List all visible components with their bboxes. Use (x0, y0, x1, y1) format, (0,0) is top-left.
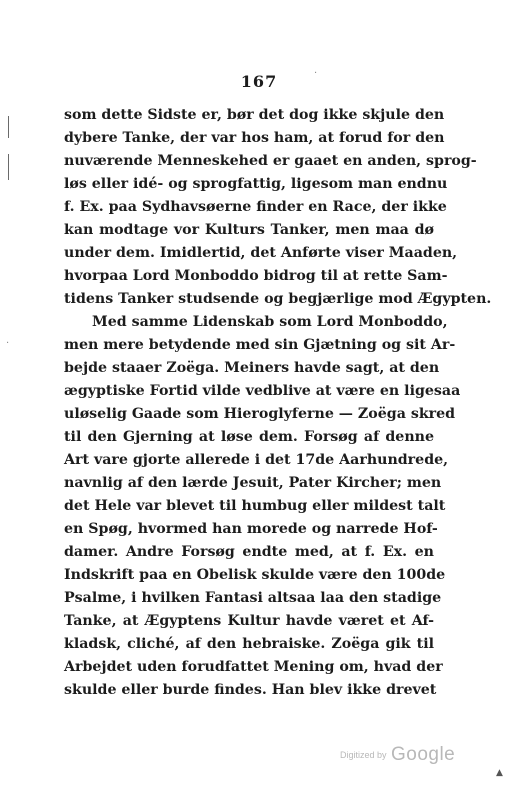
watermark-prefix: Digitized by (340, 750, 387, 760)
text-line: navnlig af den lærde Jesuit, Pater Kircher; men (64, 475, 442, 491)
text-line: dybere Tanke, der var hos ham, at forud for den (64, 130, 445, 146)
text-line: damer. Andre Forsøg endte med, at f. Ex. en (64, 544, 434, 560)
margin-rule-mark (8, 154, 9, 180)
text-line: men mere betydende med sin Gjætning og sit Ar- (64, 337, 456, 353)
text-line: Arbejdet uden forudfattet Mening om, hvad der (64, 659, 443, 675)
corner-caret-mark: ▲ (496, 768, 503, 778)
text-line: nuværende Menneskehed er gaaet en anden, sprog- (64, 153, 477, 169)
text-line: til den Gjerning at løse dem. Forsøg af denne (64, 429, 434, 445)
margin-rule-mark (8, 116, 9, 138)
text-line: Med samme Lidenskab som Lord Monboddo, (92, 314, 448, 330)
text-line: ægyptiske Fortid vilde vedblive at være en ligesaa (64, 383, 461, 399)
digitized-by-google-watermark (340, 744, 455, 766)
text-line: Indskrift paa en Obelisk skulde være den 100de (64, 567, 446, 583)
text-line: Tanke, at Ægyptens Kultur havde været et Af- (64, 613, 434, 629)
text-line: det Hele var blevet til humbug eller mildest talt (64, 498, 446, 514)
watermark-brand: Google (390, 744, 456, 765)
margin-dot-mark: · (314, 68, 318, 79)
text-line: kladsk, cliché, af den hebraiske. Zoëga gik til (64, 636, 434, 652)
paragraph-2 (64, 311, 461, 702)
page-number: 167 (240, 72, 278, 91)
text-line: uløselig Gaade som Hieroglyferne — Zoëga skred (64, 406, 456, 422)
text-line: tidens Tanker studsende og begjærlige mod Ægypten. (64, 291, 492, 307)
text-line: hvorpaa Lord Monboddo bidrog til at rette Sam- (64, 268, 448, 284)
paragraph-1 (64, 104, 492, 311)
text-line: Art vare gjorte allerede i det 17de Aarhundrede, (64, 452, 449, 468)
margin-dot-mark: · (6, 338, 10, 349)
text-line: under dem. Imidlertid, det Anførte viser Maaden, (64, 245, 458, 261)
text-line: en Spøg, hvormed han morede og narrede Hof- (64, 521, 438, 537)
text-line: løs eller idé- og sprogfattig, ligesom man endnu (64, 176, 448, 192)
text-line: f. Ex. paa Sydhavsøerne finder en Race, der ikke (64, 199, 447, 215)
text-line: som dette Sidste er, bør det dog ikke skjule den (64, 107, 445, 123)
body-text (64, 104, 492, 702)
text-line: kan modtage vor Kulturs Tanker, men maa dø (64, 222, 434, 238)
text-line: Psalme, i hvilken Fantasi altsaa laa den stadige (64, 590, 442, 606)
text-line: bejde staaer Zoëga. Meiners havde sagt, at den (64, 360, 440, 376)
text-line: skulde eller burde findes. Han blev ikke drevet (64, 682, 437, 698)
